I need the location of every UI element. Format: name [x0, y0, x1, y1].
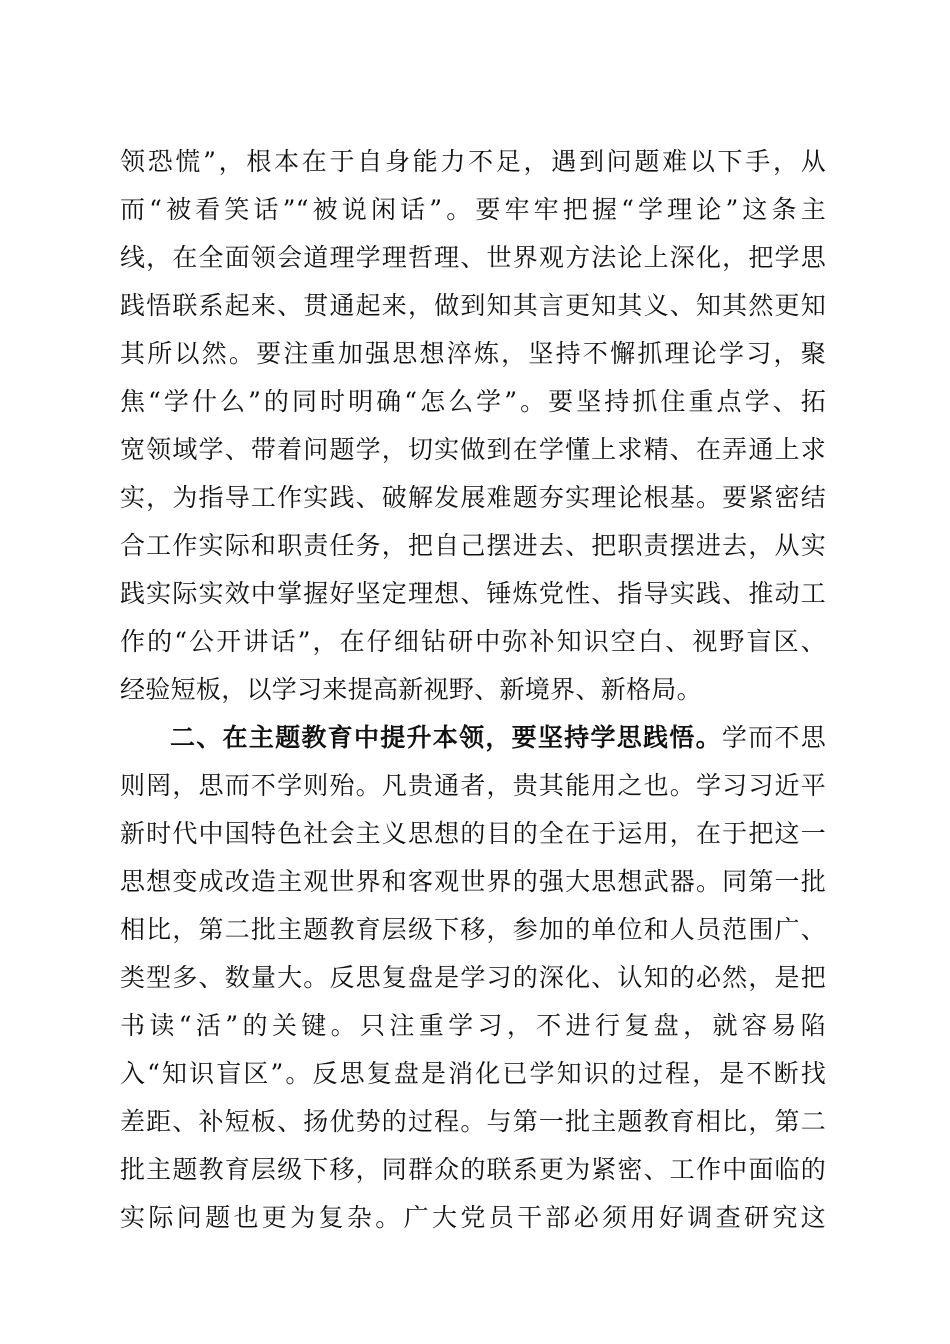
paragraph-line: 作的“公开讲话”，在仔细钻研中弥补知识空白、视野盲区、	[120, 627, 826, 656]
paragraph-line: 实际问题也更为复杂。广大党员干部必须用好调查研究这	[120, 1203, 826, 1232]
paragraph-line: 相比，第二批主题教育层级下移，参加的单位和人员范围广、	[120, 915, 826, 944]
paragraph-line: 实，为指导工作实践、破解发展难题夯实理论根基。要紧密结	[120, 483, 826, 512]
paragraph-line: 线，在全面领会道理学理哲理、世界观方法论上深化，把学思	[120, 243, 826, 272]
paragraph-section-two	[120, 714, 826, 1242]
paragraph-line: 则罔，思而不学则殆。凡贵通者，贵其能用之也。学习习近平	[120, 771, 826, 800]
paragraph-line: 批主题教育层级下移，同群众的联系更为紧密、工作中面临的	[120, 1155, 826, 1184]
paragraph-line: 践悟联系起来、贯通起来，做到知其言更知其义、知其然更知	[120, 291, 826, 320]
section-heading-line	[120, 714, 826, 762]
paragraph-line: 经验短板，以学习来提高新视野、新境界、新格局。	[120, 675, 702, 704]
paragraph-line: 入“知识盲区”。反思复盘是消化已学知识的过程，是不断找	[120, 1059, 826, 1088]
paragraph-line: 新时代中国特色社会主义思想的目的全在于运用，在于把这一	[120, 819, 826, 848]
paragraph-line: 差距、补短板、扬优势的过程。与第一批主题教育相比，第二	[120, 1107, 826, 1136]
paragraph-line: 焦“学什么”的同时明确“怎么学”。要坚持抓住重点学、拓	[120, 387, 826, 416]
paragraph-continued	[120, 138, 826, 714]
paragraph-line: 践实际实效中掌握好坚定理想、锤炼党性、指导实践、推动工	[120, 579, 826, 608]
paragraph-line: 而“被看笑话”“被说闲话”。要牢牢把握“学理论”这条主	[120, 195, 826, 224]
paragraph-line: 书读“活”的关键。只注重学习，不进行复盘，就容易陷	[120, 1011, 826, 1040]
paragraph-line: 领恐慌”，根本在于自身能力不足，遇到问题难以下手，从	[120, 147, 826, 176]
paragraph-line: 类型多、数量大。反思复盘是学习的深化、认知的必然，是把	[120, 963, 826, 992]
paragraph-line: 合工作实际和职责任务，把自己摆进去、把职责摆进去，从实	[120, 531, 826, 560]
paragraph-line: 宽领域学、带着问题学，切实做到在学懂上求精、在弄通上求	[120, 435, 826, 464]
paragraph-line: 其所以然。要注重加强思想淬炼，坚持不懈抓理论学习，聚	[120, 339, 826, 368]
paragraph-line: 思想变成改造主观世界和客观世界的强大思想武器。同第一批	[120, 867, 826, 896]
heading-line-rest: 学而不思	[721, 723, 826, 752]
section-heading: 二、在主题教育中提升本领，要坚持学思践悟。	[170, 723, 722, 752]
